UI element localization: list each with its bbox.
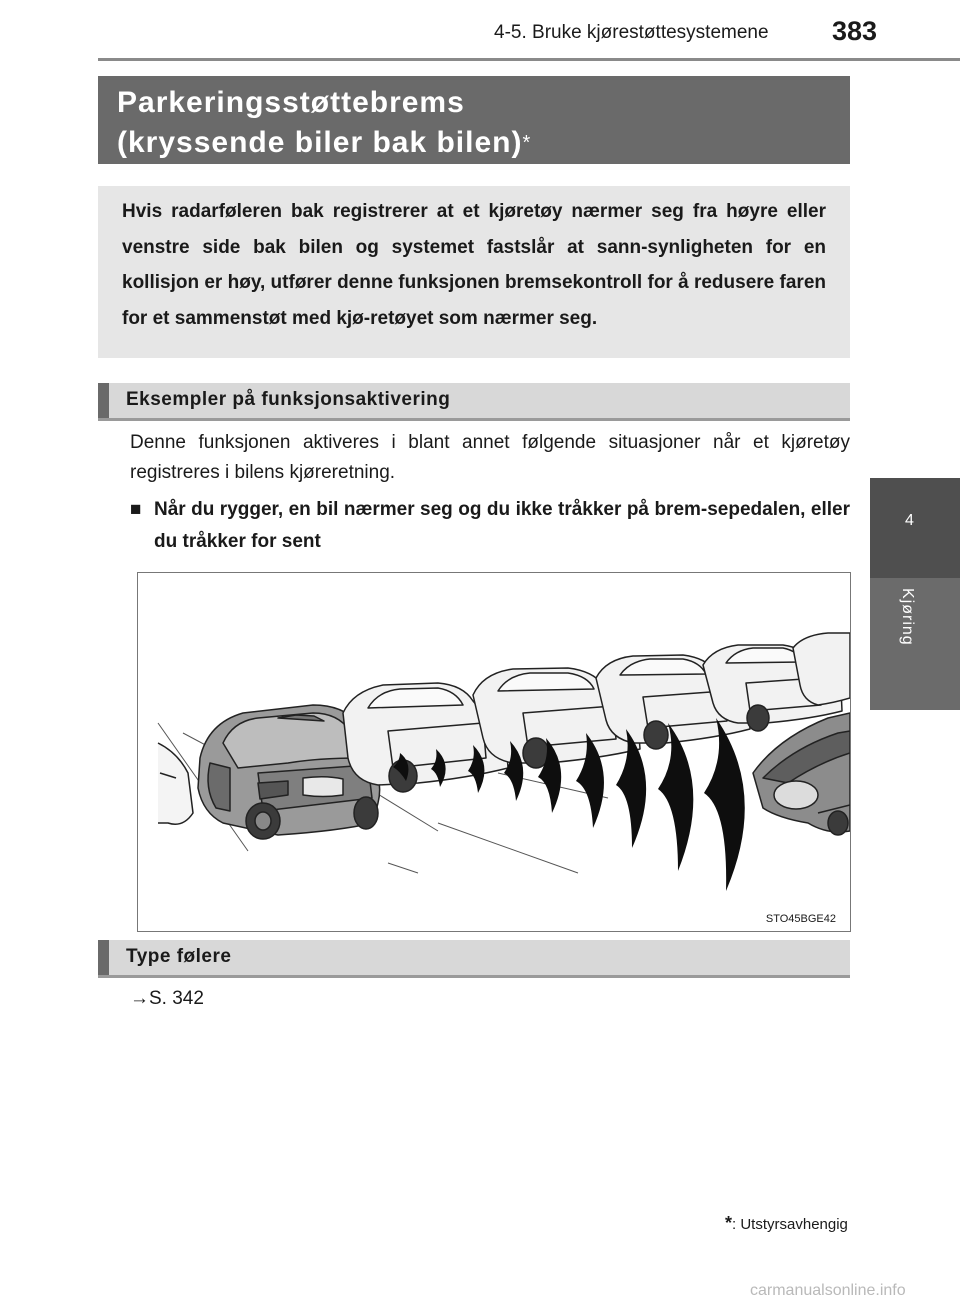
section-heading-examples — [98, 383, 850, 421]
page-title-line2 — [117, 123, 531, 163]
page-title-line2-text: (kryssende biler bak bilen) — [117, 126, 523, 159]
sub-heading — [130, 494, 850, 558]
body-paragraph: Denne funksjonen aktiveres i blant annet følgende situasjoner når et kjøretøy registreres i bilens kjøreretning. — [130, 432, 850, 483]
figure-code: STO45BGE42 — [765, 913, 836, 925]
chapter-number: 4 — [905, 512, 914, 529]
intro-text: Hvis radarføleren bak registrerer at et kjøretøy nærmer seg fra høyre eller venstre side bak bilen og systemet fastslår at sann-synligheten for en kollisjon er høy, utfører denne funksjonen bremsekontroll for å redusere faren for et sammenstøt med kjø-retøyet som nærmer seg. — [122, 201, 826, 329]
footnote-text: : Utstyrsavhengig — [732, 1216, 848, 1233]
watermark: carmanualsonline.info — [750, 1282, 906, 1299]
left-parked-car-icon — [158, 743, 193, 824]
section-heading-sensor-type-label: Type følere — [126, 946, 232, 967]
section-heading-sensor-type — [98, 940, 850, 978]
asterisk-icon: * — [522, 132, 532, 154]
approaching-car-icon — [753, 713, 850, 835]
section-heading-examples-label: Eksempler på funksjonsaktivering — [126, 389, 451, 410]
asterisk-icon: * — [725, 1213, 733, 1233]
illustration-parking-scene — [137, 572, 851, 932]
chapter-label: Kjøring — [899, 588, 916, 646]
header-divider — [98, 58, 960, 61]
header-section-title: 4-5. Bruke kjørestøttesystemene — [494, 22, 769, 43]
footnote — [725, 1213, 848, 1234]
chapter-side-tab-number-area — [870, 478, 960, 578]
square-bullet-icon: ■ — [130, 499, 142, 520]
page-title — [117, 83, 531, 163]
page-reference: →S. 342 — [130, 988, 204, 1009]
parking-illustration-svg — [138, 573, 850, 931]
page-title-line1: Parkeringsstøttebrems — [117, 86, 465, 119]
page-number: 383 — [832, 16, 878, 46]
sub-heading-text: Når du rygger, en bil nærmer seg og du ikke tråkker på brem-sepedalen, eller du tråkker for sent — [154, 499, 850, 552]
